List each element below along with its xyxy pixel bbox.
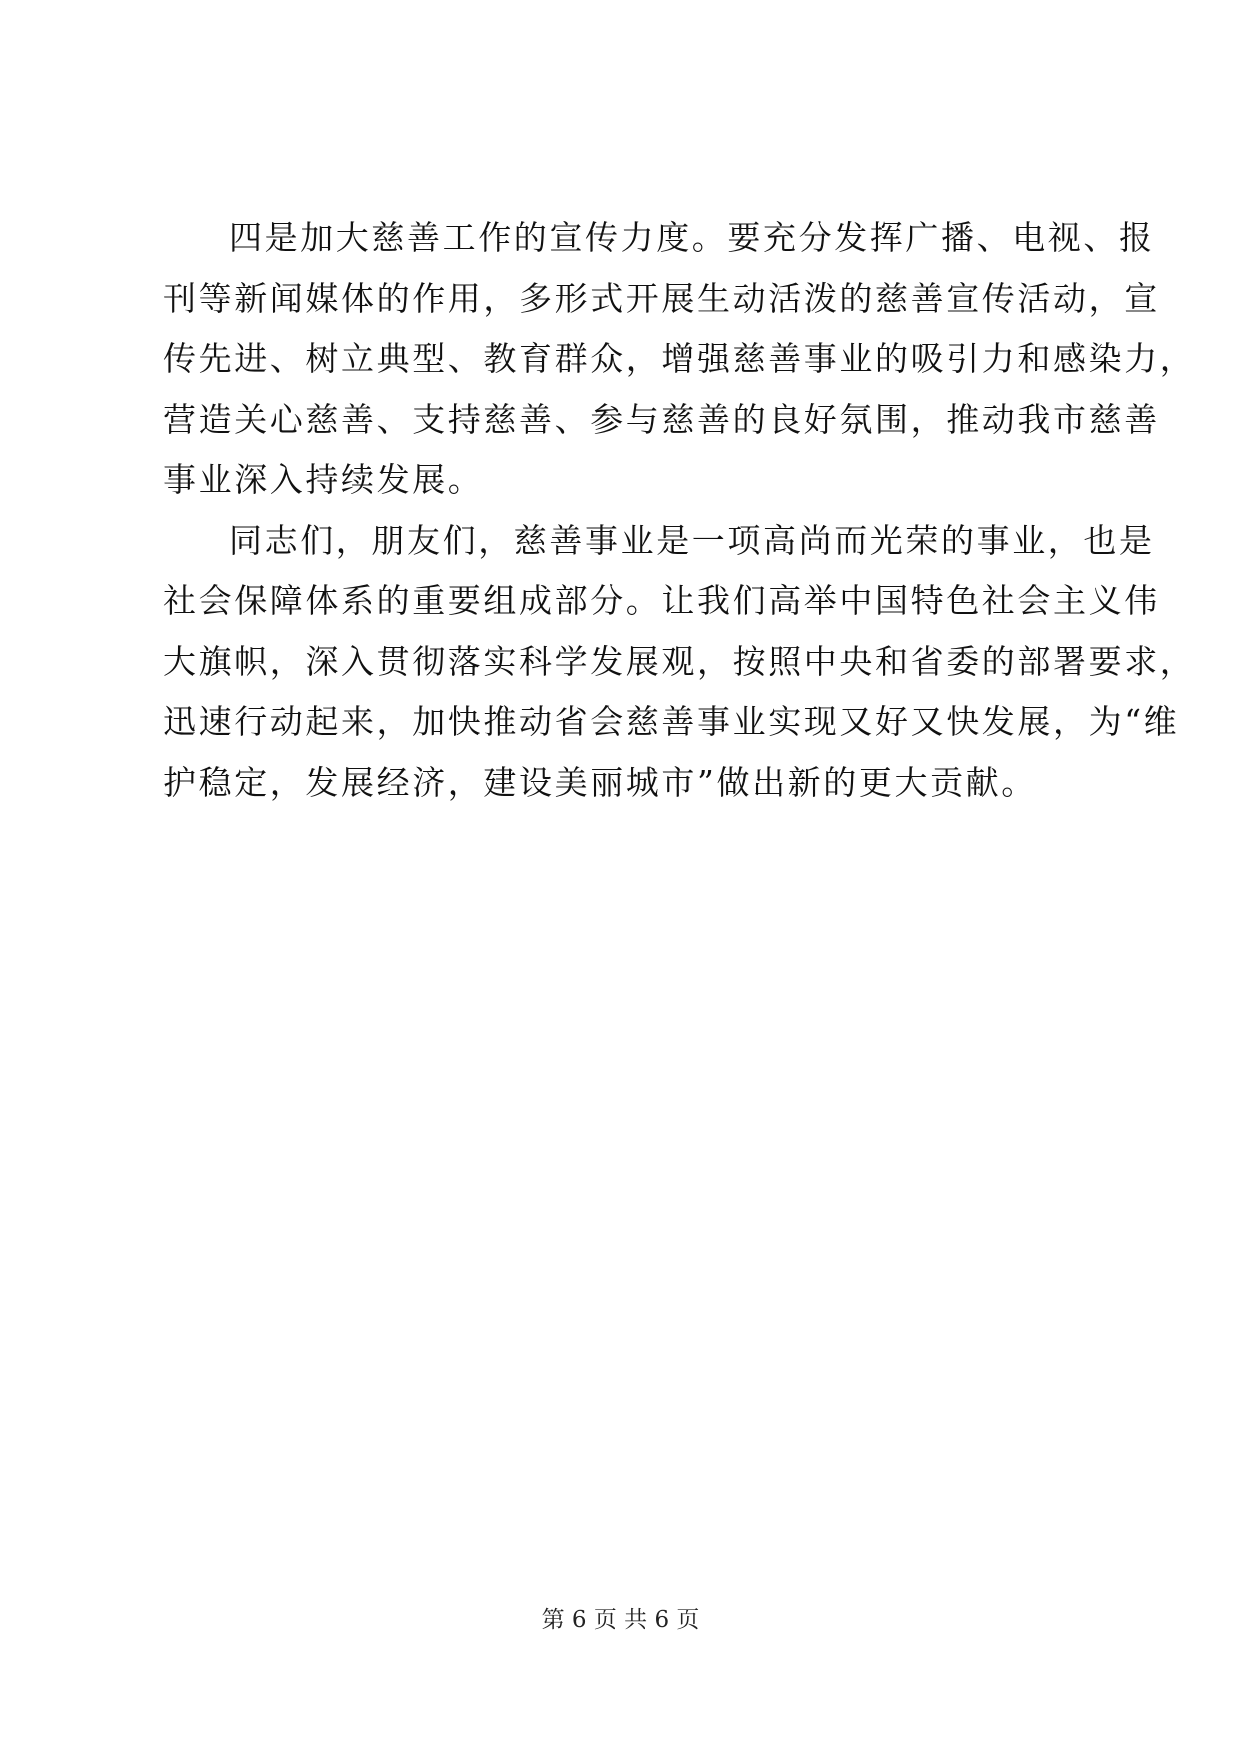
paragraph-line: 事业深入持续发展。	[163, 460, 484, 499]
paragraph-line: 营造关心慈善、支持慈善、参与慈善的良好氛围，推动我市慈善	[163, 399, 1160, 439]
paragraph-line: 迅速行动起来，加快推动省会慈善事业实现又好又快发展，为“维	[163, 702, 1180, 741]
paragraph-closing-remarks	[163, 511, 1196, 814]
paragraph-line: 四是加大慈善工作的宣传力度。要充分发挥广播、电视、报	[229, 218, 1155, 257]
paragraph-line: 刊等新闻媒体的作用，多形式开展生动活泼的慈善宣传活动，宣	[163, 278, 1160, 318]
paragraph-line: 护稳定，发展经济，建设美丽城市”做出新的更大贡献。	[163, 762, 1037, 802]
paragraph-charity-publicity	[163, 208, 1196, 511]
page-number-footer: 第 6 页 共 6 页	[541, 1607, 700, 1633]
paragraph-line: 同志们，朋友们，慈善事业是一项高尚而光荣的事业，也是	[229, 520, 1155, 560]
paragraph-line: 大旗帜，深入贯彻落实科学发展观，按照中央和省委的部署要求，	[163, 641, 1196, 681]
paragraph-line: 传先进、树立典型、教育群众，增强慈善事业的吸引力和感染力，	[163, 339, 1196, 378]
document-body	[163, 208, 1196, 813]
paragraph-line: 社会保障体系的重要组成部分。让我们高举中国特色社会主义伟	[163, 581, 1160, 620]
